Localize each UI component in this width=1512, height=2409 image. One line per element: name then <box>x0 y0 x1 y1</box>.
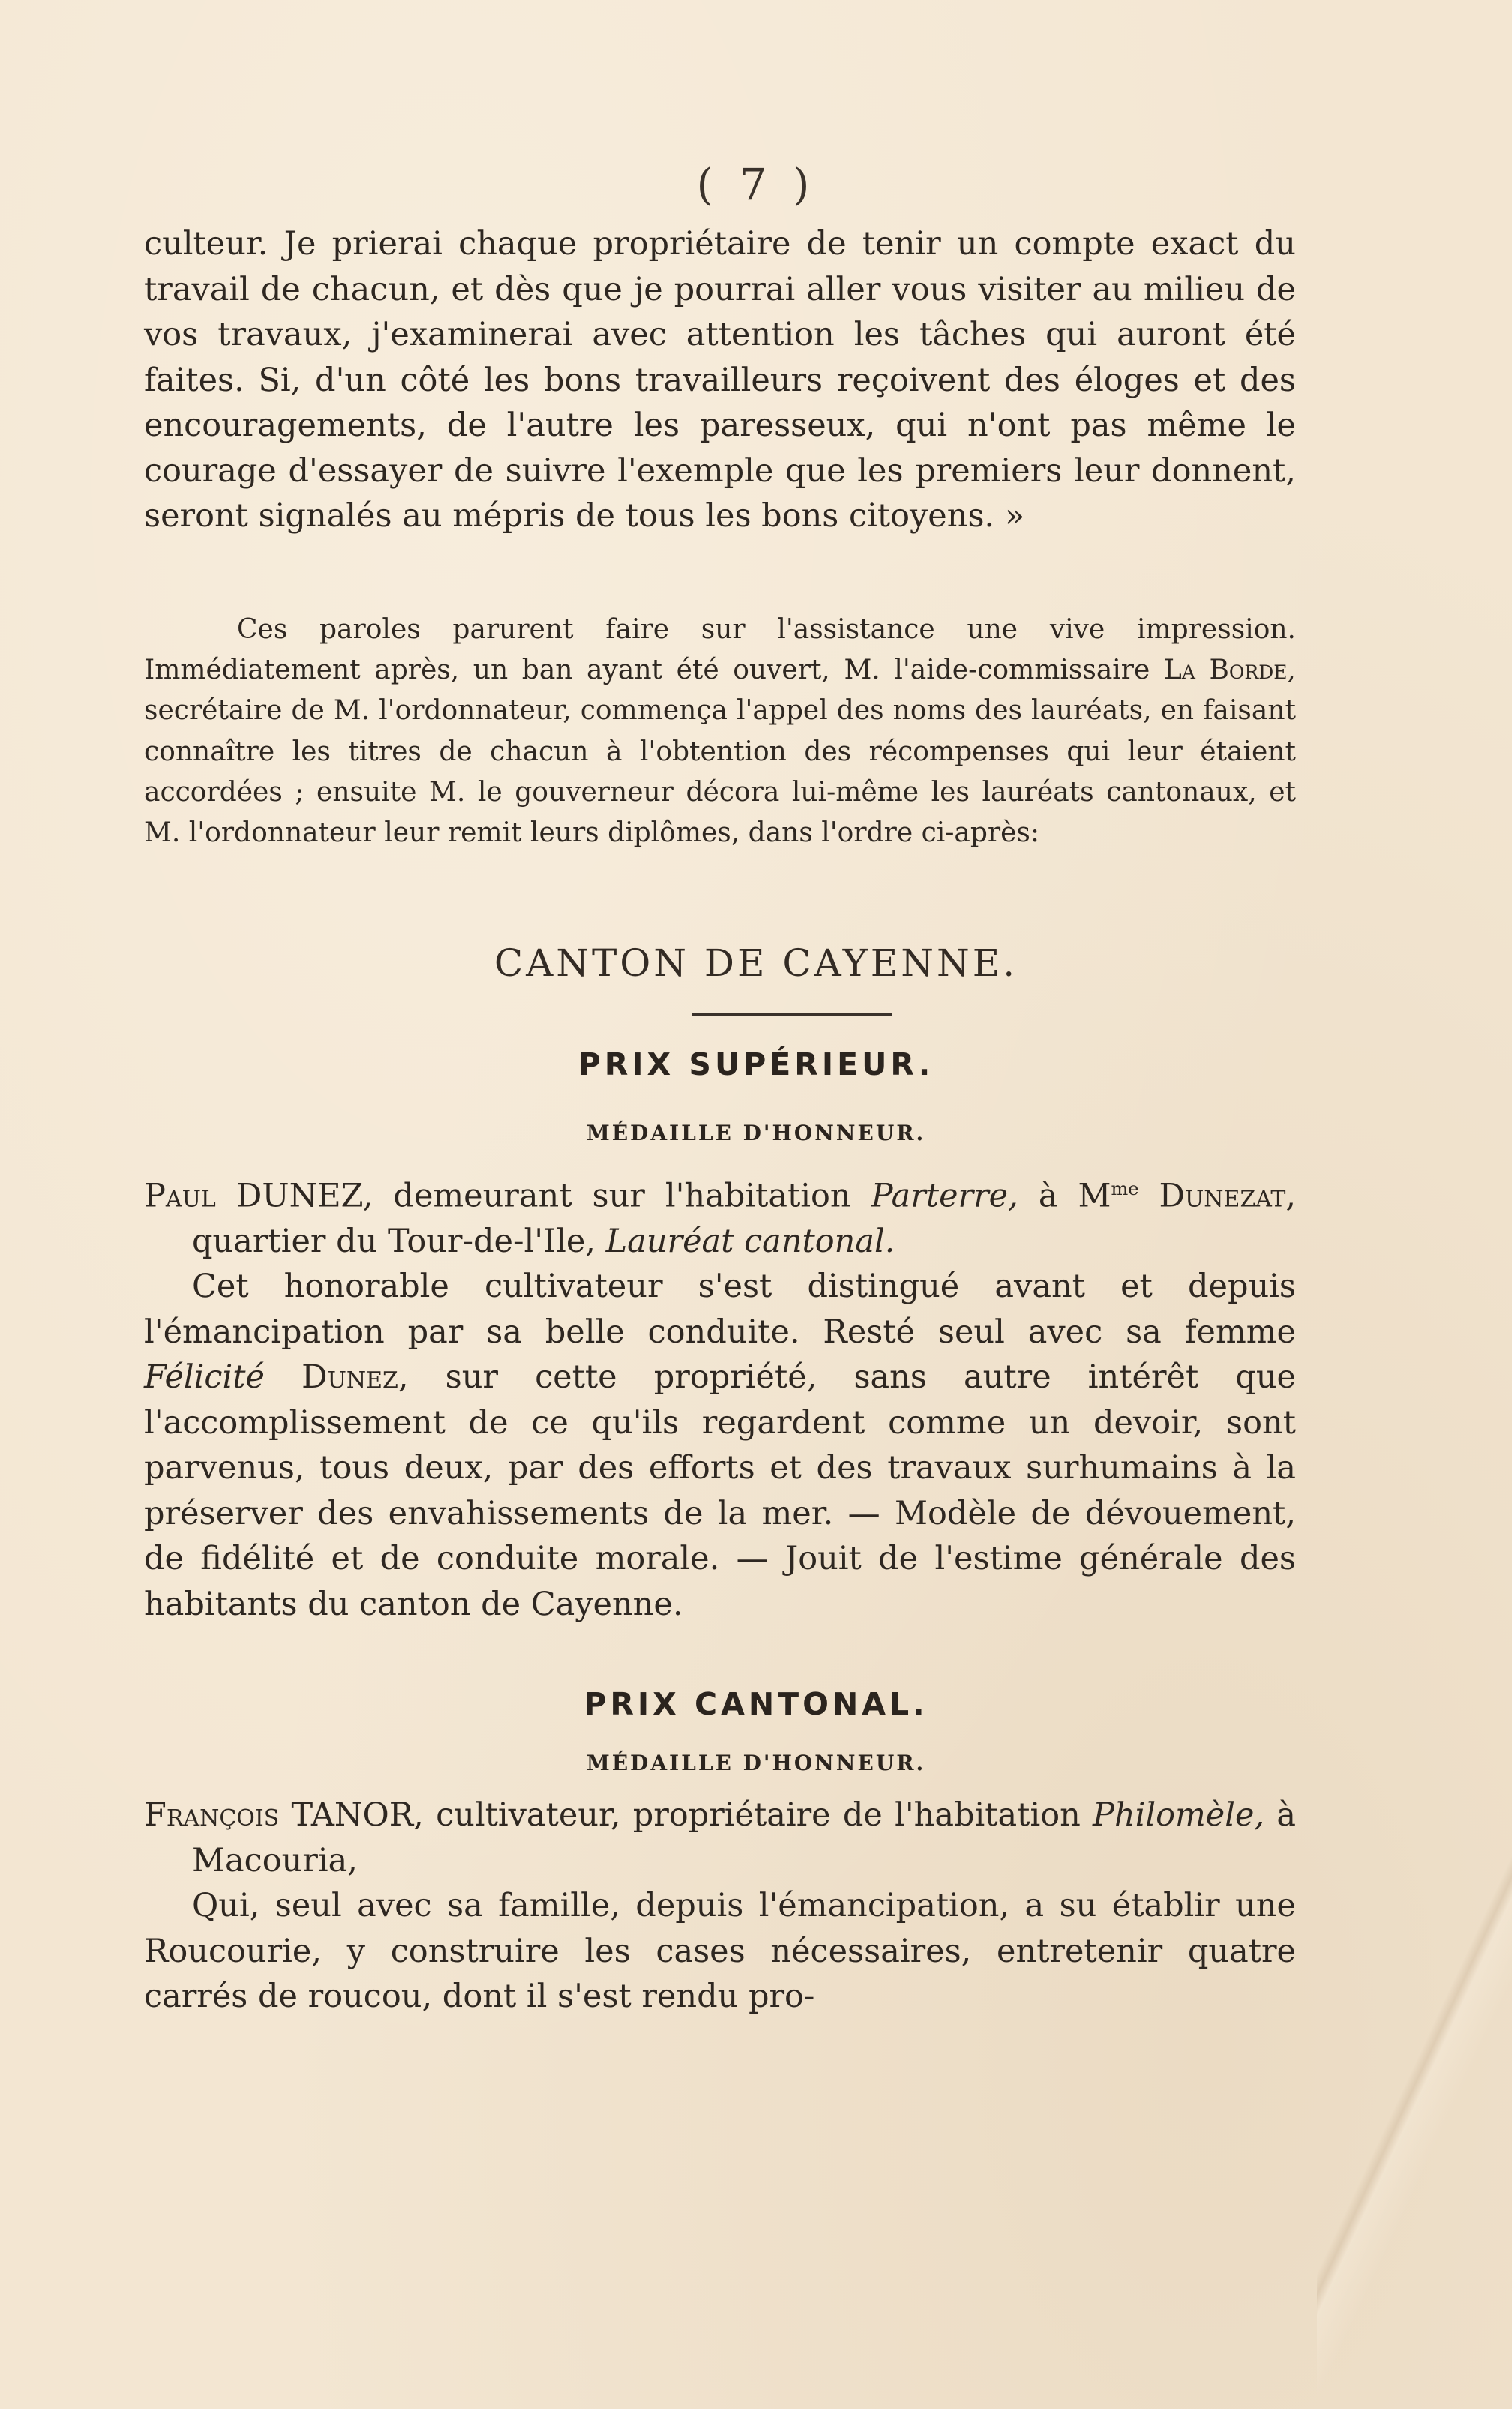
canton-heading: CANTON DE CAYENNE. <box>494 941 1018 985</box>
section1-medal-heading: MÉDAILLE D'HONNEUR. <box>586 1120 926 1145</box>
page-number: ( 7 ) <box>696 159 816 210</box>
section1-owner: Dunezat <box>1159 1177 1286 1215</box>
section1-laureate-entry <box>144 1166 1296 1264</box>
section1-laureate-last: DUNEZ <box>236 1177 363 1215</box>
section1-wife-name: Félicité <box>144 1358 265 1396</box>
narrative-block <box>144 610 1296 854</box>
section1-title-sup: me <box>1111 1178 1139 1199</box>
section2-medal-heading: MÉDAILLE D'HONNEUR. <box>586 1750 926 1775</box>
section1-desc2: , sur cette propriété, sans autre intérêt que l'accomplissement de ce qu'ils regardent comme un devoir, sont parvenus, tous deux, par des efforts et des travaux surhumains à la préserver des envahissements de la mer. — Modèle de dévouement, de fidélité et de conduite morale. — Jouit de l'estime générale des habitants du canton de Cayenne. <box>144 1358 1296 1623</box>
section1-laureate-text2: à M <box>1038 1177 1112 1215</box>
intro-paragraph: culteur. Je prierai chaque propriétaire de tenir un compte exact du travail de chacun, et dès que je pourrai aller vous visiter au milieu de vos travaux, j'examinerai avec attention les tâches qui auront été faites. Si, d'un côté les bons travailleurs reçoivent des éloges et des encouragements, de l'autre les paresseux, qui n'ont pas même le courage d'essayer de suivre l'exemple que les premiers leur donnent, seront signalés au mépris de tous les bons citoyens. » <box>144 225 1296 535</box>
section2-laureate-text1: , cultivateur, propriétaire de l'habitation <box>413 1796 1081 1834</box>
paper-fold-shadow <box>1317 1762 1512 2409</box>
section1-wife-last: Dunez <box>302 1358 398 1396</box>
section2-laureate-last: TANOR <box>291 1796 414 1834</box>
section1-laureate-text3: , quartier du Tour-de-l'Ile, <box>192 1177 1297 1260</box>
narrative-part1: Ces paroles parurent faire sur l'assistance une vive impression. Immédiatement après, un ban ayant été ouvert, M. l'aide-commissaire <box>144 614 1296 686</box>
section1-habitation: Parterre, <box>871 1177 1018 1215</box>
narrative-paragraph <box>144 610 1296 854</box>
section1-prize-heading: PRIX SUPÉRIEUR. <box>578 1046 934 1082</box>
section1-block <box>144 1166 1296 1627</box>
section1-description <box>144 1264 1296 1627</box>
section2-laureate-entry <box>144 1792 1296 1883</box>
section2-prize-heading: PRIX CANTONAL. <box>584 1686 928 1722</box>
section1-laureate-text1: , demeurant sur l'habitation <box>362 1177 851 1215</box>
section2-laureate-first: François <box>144 1796 280 1834</box>
narrative-part2: , secrétaire de M. l'ordonnateur, commença l'appel des noms des lauréats, en faisant connaître les titres de chacun à l'obtention des récompenses qui leur étaient accordées ; ensuite M. le gouverneur décora lui-même les lauréats cantonaux, et M. l'ordonnateur leur remit leurs diplômes, dans l'ordre ci-après: <box>144 655 1296 849</box>
section1-desc1: Cet honorable cultivateur s'est distingué avant et depuis l'émancipation par sa belle conduite. Resté seul avec sa femme <box>144 1268 1296 1351</box>
narrative-name: La Borde <box>1163 655 1288 686</box>
section-divider <box>692 1012 892 1016</box>
section2-laureate-text2: à Macouria, <box>192 1796 1296 1880</box>
section2-description: Qui, seul avec sa famille, depuis l'émancipation, a su établir une Roucourie, y construire les cases nécessaires, entretenir quatre carrés de roucou, dont il s'est rendu pro- <box>144 1887 1296 2015</box>
section1-laureate-title: Lauréat cantonal. <box>605 1222 896 1260</box>
section2-block <box>144 1792 1296 2020</box>
intro-paragraph-block <box>144 221 1296 539</box>
section1-laureate-first: Paul <box>144 1177 216 1215</box>
section2-habitation: Philomèle, <box>1093 1796 1265 1834</box>
